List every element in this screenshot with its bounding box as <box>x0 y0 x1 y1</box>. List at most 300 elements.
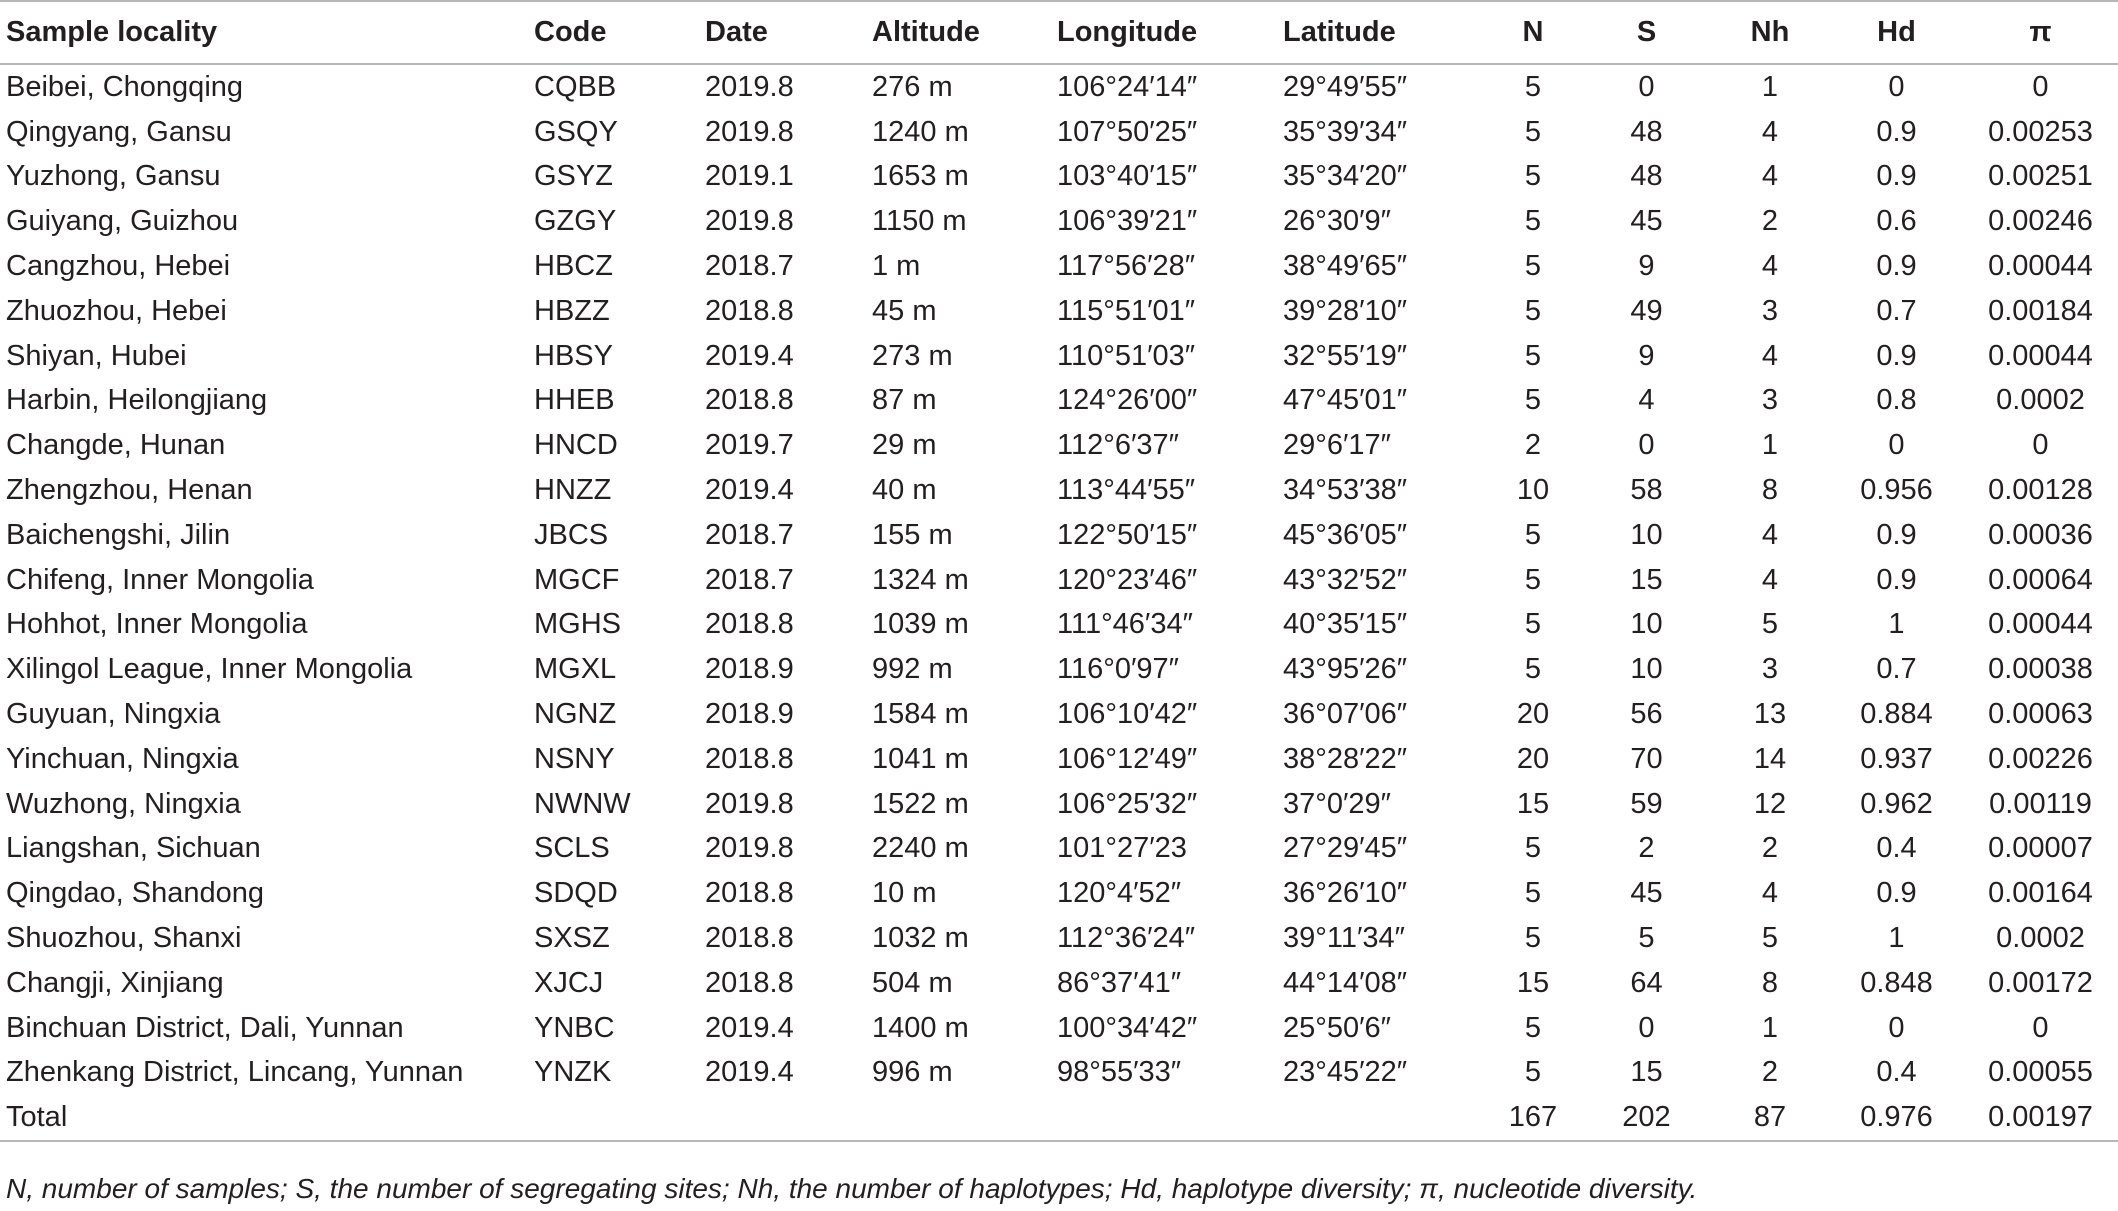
cell-n: 167 <box>1483 1095 1583 1141</box>
cell-locality: Baichengshi, Jilin <box>6 518 231 551</box>
cell-hd: 1 <box>1888 922 1905 955</box>
table-row <box>0 647 2118 692</box>
cell-nh: 8 <box>1761 966 1779 999</box>
table-row <box>0 110 2118 155</box>
cell-date: 2018.8 <box>705 608 794 641</box>
cell-latitude: 40°35′15″ <box>1283 608 1408 641</box>
header-latitude: Latitude <box>1283 1 1483 64</box>
cell-pi: 0 <box>2032 1011 2049 1044</box>
header-hd: Hd <box>1830 1 1963 64</box>
cell-altitude <box>872 1095 1057 1141</box>
cell-altitude: 29 m <box>872 429 937 462</box>
cell-pi: 0.00036 <box>1988 518 2093 551</box>
cell-nh: 3 <box>1761 294 1779 327</box>
cell-latitude: 39°11′34″ <box>1283 922 1405 955</box>
table-row <box>0 199 2118 244</box>
cell-longitude: 106°24′14″ <box>1057 70 1198 103</box>
table-row <box>0 64 2118 110</box>
table-row <box>0 289 2118 334</box>
cell-code: MGCF <box>534 563 620 596</box>
cell-longitude: 120°23′46″ <box>1057 563 1198 596</box>
cell-altitude: 992 m <box>872 653 953 686</box>
cell-locality: Hohhot, Inner Mongolia <box>6 608 308 641</box>
cell-altitude: 87 m <box>872 384 937 417</box>
cell-n: 5 <box>1524 339 1542 372</box>
cell-hd: 0.848 <box>1860 966 1933 999</box>
cell-n: 5 <box>1524 384 1542 417</box>
cell-hd: 0 <box>1888 1011 1905 1044</box>
cell-pi: 0.00119 <box>1989 787 2092 820</box>
cell-locality: Liangshan, Sichuan <box>6 832 261 865</box>
cell-latitude: 35°39′34″ <box>1283 115 1408 148</box>
cell-code: HBZZ <box>534 294 610 327</box>
cell-pi: 0.0002 <box>1996 922 2085 955</box>
cell-altitude: 2240 m <box>872 832 969 865</box>
cell-date: 2019.4 <box>705 339 794 372</box>
cell-nh: 3 <box>1761 653 1779 686</box>
cell-longitude: 110°51′03″ <box>1057 339 1196 372</box>
cell-hd: 0.976 <box>1830 1095 1963 1141</box>
cell-altitude: 1400 m <box>872 1011 969 1044</box>
cell-hd: 0.9 <box>1876 877 1917 910</box>
cell-longitude: 113°44′55″ <box>1057 474 1196 507</box>
cell-nh: 1 <box>1761 1011 1779 1044</box>
cell-altitude: 1584 m <box>872 698 969 731</box>
cell-latitude: 43°95′26″ <box>1283 653 1408 686</box>
cell-altitude: 1653 m <box>872 160 969 193</box>
cell-longitude: 122°50′15″ <box>1057 518 1198 551</box>
cell-nh: 2 <box>1761 205 1779 238</box>
cell-longitude: 98°55′33″ <box>1057 1056 1182 1089</box>
header-pi: π <box>1963 1 2118 64</box>
cell-longitude: 100°34′42″ <box>1057 1011 1198 1044</box>
cell-nh: 2 <box>1761 1056 1779 1089</box>
cell-n: 10 <box>1516 474 1550 507</box>
table-row <box>0 871 2118 916</box>
cell-nh: 87 <box>1710 1095 1830 1141</box>
cell-code: SCLS <box>534 832 610 865</box>
cell-longitude: 117°56′28″ <box>1057 250 1196 283</box>
cell-n: 5 <box>1524 70 1542 103</box>
cell-date: 2018.7 <box>705 518 794 551</box>
cell-code: GZGY <box>534 205 617 238</box>
cell-locality: Harbin, Heilongjiang <box>6 384 268 417</box>
cell-s: 9 <box>1638 339 1655 372</box>
cell-latitude: 23°45′22″ <box>1283 1056 1408 1089</box>
cell-pi: 0.00184 <box>1988 294 2093 327</box>
cell-locality: Yinchuan, Ningxia <box>6 742 239 775</box>
cell-n: 5 <box>1524 294 1542 327</box>
cell-s: 2 <box>1638 832 1655 865</box>
cell-hd: 0 <box>1888 70 1905 103</box>
cell-altitude: 1032 m <box>872 922 969 955</box>
cell-nh: 13 <box>1753 698 1787 731</box>
cell-code: SDQD <box>534 877 618 910</box>
cell-altitude: 1041 m <box>872 742 969 775</box>
cell-locality: Beibei, Chongqing <box>6 70 244 103</box>
cell-n: 5 <box>1524 1011 1542 1044</box>
cell-latitude: 34°53′38″ <box>1283 474 1408 507</box>
cell-longitude <box>1057 1095 1283 1141</box>
cell-date: 2019.8 <box>705 205 794 238</box>
cell-pi: 0.00063 <box>1988 698 2093 731</box>
cell-nh: 5 <box>1761 922 1779 955</box>
header-longitude: Longitude <box>1057 1 1283 64</box>
cell-pi: 0.00251 <box>1988 160 2093 193</box>
cell-s: 15 <box>1630 1056 1663 1089</box>
cell-pi: 0.00044 <box>1988 608 2093 641</box>
cell-nh: 5 <box>1761 608 1779 641</box>
cell-altitude: 45 m <box>872 294 937 327</box>
cell-date: 2018.9 <box>705 698 794 731</box>
cell-longitude: 106°10′42″ <box>1057 698 1198 731</box>
cell-pi: 0.0002 <box>1996 384 2085 417</box>
cell-latitude: 43°32′52″ <box>1283 563 1408 596</box>
cell-pi: 0.00007 <box>1988 832 2093 865</box>
cell-hd: 0.937 <box>1860 742 1933 775</box>
table-row <box>0 513 2118 558</box>
cell-locality: Xilingol League, Inner Mongolia <box>6 653 413 686</box>
cell-locality: Qingyang, Gansu <box>6 115 232 148</box>
cell-hd: 0.7 <box>1876 294 1917 327</box>
cell-altitude: 155 m <box>872 518 953 551</box>
cell-code: HBCZ <box>534 250 613 283</box>
cell-nh: 4 <box>1761 563 1779 596</box>
cell-date: 2019.7 <box>705 429 794 462</box>
table-row <box>0 603 2118 648</box>
cell-pi: 0.00226 <box>1988 742 2093 775</box>
cell-hd: 0.7 <box>1876 653 1917 686</box>
cell-longitude: 106°25′32″ <box>1057 787 1198 820</box>
cell-altitude: 996 m <box>872 1056 953 1089</box>
cell-s: 0 <box>1638 1011 1655 1044</box>
cell-altitude: 276 m <box>872 70 953 103</box>
table-row <box>0 155 2118 200</box>
cell-altitude: 1324 m <box>872 563 969 596</box>
cell-locality: Qingdao, Shandong <box>6 877 264 910</box>
cell-hd: 0.8 <box>1876 384 1917 417</box>
cell-n: 5 <box>1524 160 1542 193</box>
table-row <box>0 737 2118 782</box>
cell-n: 5 <box>1524 832 1542 865</box>
cell-pi: 0.00128 <box>1988 474 2093 507</box>
cell-code: HNCD <box>534 429 618 462</box>
cell-date: 2018.8 <box>705 922 794 955</box>
cell-n: 20 <box>1516 742 1550 775</box>
table-row <box>0 379 2118 424</box>
table-row <box>0 423 2118 468</box>
cell-date: 2019.8 <box>705 115 794 148</box>
cell-code: CQBB <box>534 70 617 103</box>
cell-n: 5 <box>1524 250 1542 283</box>
cell-date: 2019.4 <box>705 1056 794 1089</box>
cell-locality: Guiyang, Guizhou <box>6 205 239 238</box>
cell-latitude <box>1283 1095 1483 1141</box>
cell-nh: 4 <box>1761 250 1779 283</box>
cell-s: 5 <box>1638 922 1655 955</box>
cell-altitude: 1039 m <box>872 608 969 641</box>
cell-s: 10 <box>1630 653 1663 686</box>
cell-latitude: 44°14′08″ <box>1283 966 1408 999</box>
cell-n: 15 <box>1516 966 1550 999</box>
cell-s: 56 <box>1630 698 1663 731</box>
cell-code: SXSZ <box>534 922 610 955</box>
cell-pi: 0.00044 <box>1988 339 2093 372</box>
cell-latitude: 27°29′45″ <box>1283 832 1408 865</box>
table-row <box>0 334 2118 379</box>
cell-date: 2018.8 <box>705 384 794 417</box>
table-row <box>0 558 2118 603</box>
cell-nh: 8 <box>1761 474 1779 507</box>
cell-code: GSQY <box>534 115 618 148</box>
cell-longitude: 107°50′25″ <box>1057 115 1198 148</box>
cell-date: 2019.4 <box>705 474 794 507</box>
cell-latitude: 39°28′10″ <box>1283 294 1408 327</box>
header-s: S <box>1583 1 1710 64</box>
cell-latitude: 29°49′55″ <box>1283 70 1408 103</box>
table-row <box>0 827 2118 872</box>
cell-n: 5 <box>1524 563 1542 596</box>
cell-altitude: 40 m <box>872 474 937 507</box>
cell-hd: 0.4 <box>1876 832 1917 865</box>
cell-code: NSNY <box>534 742 615 775</box>
cell-locality: Zhengzhou, Henan <box>6 474 253 507</box>
cell-n: 5 <box>1524 922 1542 955</box>
cell-nh: 3 <box>1761 384 1779 417</box>
cell-s: 49 <box>1630 294 1663 327</box>
cell-n: 5 <box>1524 653 1542 686</box>
cell-nh: 4 <box>1761 115 1779 148</box>
table-row <box>0 1051 2118 1096</box>
cell-latitude: 45°36′05″ <box>1283 518 1408 551</box>
cell-s: 64 <box>1630 966 1663 999</box>
cell-code: XJCJ <box>534 966 604 999</box>
cell-altitude: 1522 m <box>872 787 969 820</box>
cell-latitude: 29°6′17″ <box>1283 429 1391 462</box>
cell-locality: Binchuan District, Dali, Yunnan <box>6 1011 404 1044</box>
cell-altitude: 273 m <box>872 339 953 372</box>
cell-nh: 4 <box>1761 160 1779 193</box>
cell-code: GSYZ <box>534 160 613 193</box>
cell-s: 58 <box>1630 474 1663 507</box>
table-row <box>0 961 2118 1006</box>
header-n: N <box>1483 1 1583 64</box>
cell-pi: 0.00197 <box>1963 1095 2118 1141</box>
cell-date: 2019.8 <box>705 70 794 103</box>
cell-altitude: 1240 m <box>872 115 969 148</box>
header-row <box>0 1 2118 64</box>
cell-longitude: 112°6′37″ <box>1057 429 1179 462</box>
cell-date: 2019.4 <box>705 1011 794 1044</box>
cell-n: 5 <box>1524 1056 1542 1089</box>
cell-longitude: 112°36′24″ <box>1057 922 1196 955</box>
cell-nh: 14 <box>1753 742 1787 775</box>
cell-nh: 1 <box>1761 70 1779 103</box>
cell-locality: Chifeng, Inner Mongolia <box>6 563 314 596</box>
cell-code: HHEB <box>534 384 615 417</box>
cell-date: 2018.9 <box>705 653 794 686</box>
cell-locality: Total <box>0 1095 534 1141</box>
cell-s: 48 <box>1630 160 1663 193</box>
cell-n: 5 <box>1524 518 1542 551</box>
cell-longitude: 101°27′23 <box>1057 832 1187 865</box>
table-row <box>0 782 2118 827</box>
cell-locality: Changji, Xinjiang <box>6 966 224 999</box>
cell-latitude: 25°50′6″ <box>1283 1011 1391 1044</box>
cell-date: 2018.8 <box>705 966 794 999</box>
cell-locality: Guyuan, Ningxia <box>6 698 221 731</box>
cell-s: 70 <box>1630 742 1663 775</box>
cell-hd: 0.9 <box>1876 339 1917 372</box>
cell-locality: Shiyan, Hubei <box>6 339 187 372</box>
table-row <box>0 1095 2118 1141</box>
cell-latitude: 47°45′01″ <box>1283 384 1408 417</box>
cell-code: HBSY <box>534 339 613 372</box>
cell-locality: Zhenkang District, Lincang, Yunnan <box>6 1056 464 1089</box>
cell-date: 2019.1 <box>705 160 794 193</box>
header-sample-locality: Sample locality <box>0 1 534 64</box>
cell-date <box>705 1095 872 1141</box>
cell-code <box>534 1095 705 1141</box>
cell-hd: 0 <box>1888 429 1905 462</box>
cell-locality: Shuozhou, Shanxi <box>6 922 242 955</box>
cell-latitude: 32°55′19″ <box>1283 339 1408 372</box>
table-row <box>0 692 2118 737</box>
cell-n: 5 <box>1524 877 1542 910</box>
cell-nh: 2 <box>1761 832 1779 865</box>
cell-s: 48 <box>1630 115 1663 148</box>
cell-nh: 12 <box>1753 787 1787 820</box>
cell-latitude: 38°49′65″ <box>1283 250 1408 283</box>
cell-hd: 0.9 <box>1876 563 1917 596</box>
cell-date: 2018.8 <box>705 742 794 775</box>
cell-code: YNBC <box>534 1011 615 1044</box>
table-row <box>0 244 2118 289</box>
cell-longitude: 106°12′49″ <box>1057 742 1198 775</box>
cell-date: 2018.8 <box>705 877 794 910</box>
cell-s: 9 <box>1638 250 1655 283</box>
header-date: Date <box>705 1 872 64</box>
cell-pi: 0.00055 <box>1988 1056 2093 1089</box>
cell-n: 5 <box>1524 115 1542 148</box>
cell-longitude: 86°37′41″ <box>1057 966 1182 999</box>
cell-altitude: 504 m <box>872 966 953 999</box>
cell-s: 0 <box>1638 70 1655 103</box>
cell-latitude: 36°26′10″ <box>1283 877 1408 910</box>
cell-nh: 4 <box>1761 518 1779 551</box>
cell-pi: 0.00246 <box>1988 205 2093 238</box>
cell-longitude: 103°40′15″ <box>1057 160 1198 193</box>
cell-date: 2018.7 <box>705 250 794 283</box>
cell-s: 45 <box>1630 877 1663 910</box>
cell-s: 45 <box>1630 205 1663 238</box>
cell-hd: 1 <box>1888 608 1905 641</box>
cell-date: 2019.8 <box>705 832 794 865</box>
table-body <box>0 64 2118 1141</box>
cell-pi: 0.00253 <box>1988 115 2093 148</box>
table-footnote: N, number of samples; S, the number of segregating sites; Nh, the number of haplotypes; Hd, haplotype diversity; π, nucleotide diversity. <box>6 1173 1698 1204</box>
header-code: Code <box>534 1 705 64</box>
cell-date: 2018.8 <box>705 294 794 327</box>
cell-s: 4 <box>1638 384 1655 417</box>
cell-s: 202 <box>1583 1095 1710 1141</box>
cell-altitude: 1 m <box>872 250 921 283</box>
cell-n: 5 <box>1524 205 1542 238</box>
cell-latitude: 35°34′20″ <box>1283 160 1408 193</box>
header-altitude: Altitude <box>872 1 1057 64</box>
cell-latitude: 26°30′9″ <box>1283 205 1391 238</box>
cell-latitude: 38°28′22″ <box>1283 742 1408 775</box>
cell-altitude: 1150 m <box>872 205 967 238</box>
table-header <box>0 1 2118 64</box>
cell-locality: Wuzhong, Ningxia <box>6 787 241 820</box>
table-row <box>0 1006 2118 1051</box>
cell-s: 15 <box>1630 563 1663 596</box>
cell-pi: 0 <box>2032 70 2049 103</box>
cell-locality: Changde, Hunan <box>6 429 226 462</box>
cell-nh: 4 <box>1761 339 1779 372</box>
cell-code: NWNW <box>534 787 631 820</box>
cell-nh: 4 <box>1761 877 1779 910</box>
cell-latitude: 37°0′29″ <box>1283 787 1391 820</box>
cell-s: 0 <box>1638 429 1655 462</box>
table-row <box>0 916 2118 961</box>
cell-code: YNZK <box>534 1056 612 1089</box>
cell-code: HNZZ <box>534 474 612 507</box>
cell-s: 10 <box>1630 518 1663 551</box>
cell-longitude: 111°46′34″ <box>1057 608 1193 641</box>
cell-pi: 0.00044 <box>1988 250 2093 283</box>
cell-pi: 0.00064 <box>1988 563 2093 596</box>
table-row <box>0 468 2118 513</box>
cell-s: 10 <box>1630 608 1663 641</box>
cell-date: 2019.8 <box>705 787 794 820</box>
cell-locality: Zhuozhou, Hebei <box>6 294 227 327</box>
cell-hd: 0.9 <box>1876 518 1917 551</box>
cell-hd: 0.4 <box>1876 1056 1917 1089</box>
cell-s: 59 <box>1630 787 1663 820</box>
cell-code: MGHS <box>534 608 621 641</box>
cell-locality: Yuzhong, Gansu <box>6 160 221 193</box>
cell-pi: 0.00038 <box>1988 653 2093 686</box>
cell-n: 5 <box>1524 608 1542 641</box>
cell-n: 20 <box>1516 698 1550 731</box>
cell-hd: 0.884 <box>1860 698 1933 731</box>
header-nh: Nh <box>1710 1 1830 64</box>
cell-longitude: 120°4′52″ <box>1057 877 1182 910</box>
cell-code: NGNZ <box>534 698 617 731</box>
cell-longitude: 124°26′00″ <box>1057 384 1198 417</box>
cell-n: 15 <box>1516 787 1550 820</box>
cell-longitude: 106°39′21″ <box>1057 205 1198 238</box>
cell-nh: 1 <box>1761 429 1779 462</box>
cell-hd: 0.962 <box>1860 787 1933 820</box>
cell-pi: 0.00172 <box>1988 966 2093 999</box>
cell-altitude: 10 m <box>872 877 937 910</box>
cell-code: MGXL <box>534 653 617 686</box>
cell-hd: 0.956 <box>1860 474 1933 507</box>
cell-code: JBCS <box>534 518 609 551</box>
cell-longitude: 116°0′97″ <box>1057 653 1179 686</box>
cell-hd: 0.9 <box>1876 250 1917 283</box>
cell-pi: 0.00164 <box>1988 877 2093 910</box>
cell-latitude: 36°07′06″ <box>1283 698 1408 731</box>
cell-n: 2 <box>1524 429 1542 462</box>
cell-hd: 0.9 <box>1876 115 1917 148</box>
cell-longitude: 115°51′01″ <box>1057 294 1196 327</box>
cell-date: 2018.7 <box>705 563 794 596</box>
cell-hd: 0.6 <box>1876 205 1917 238</box>
